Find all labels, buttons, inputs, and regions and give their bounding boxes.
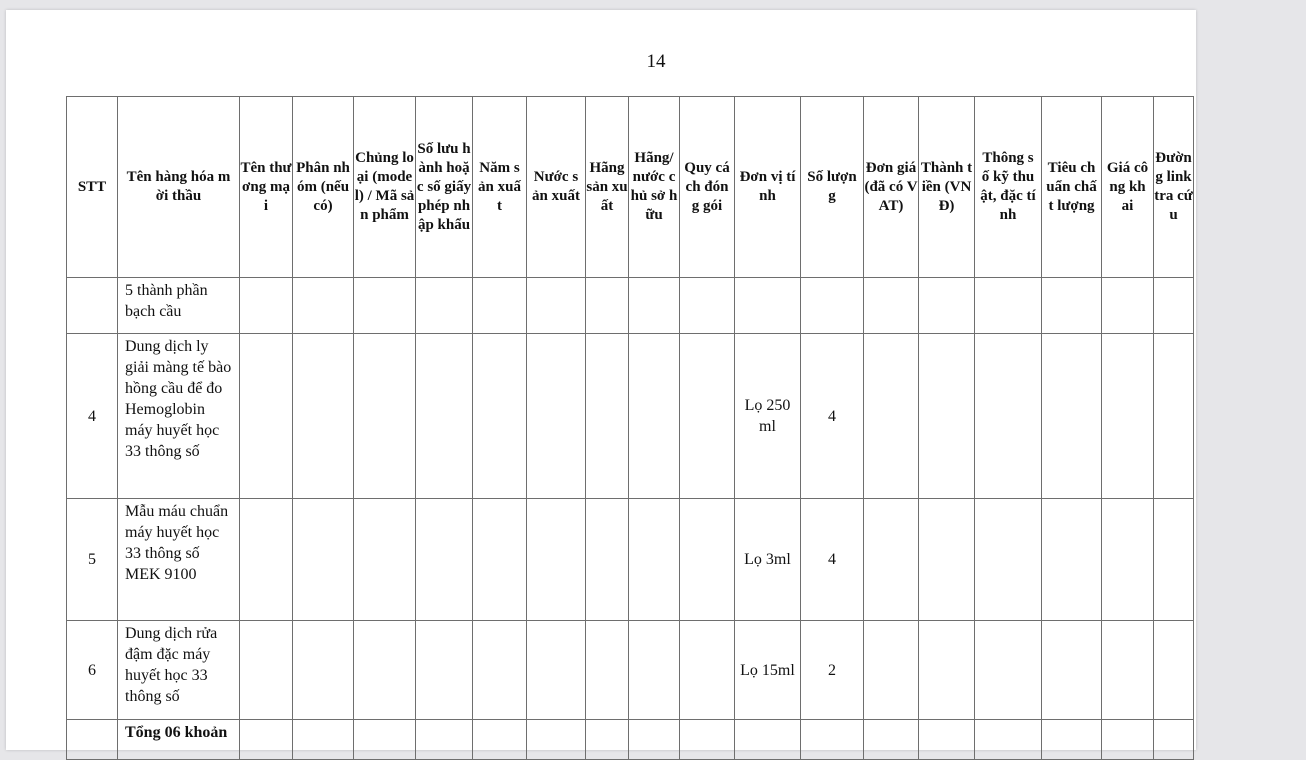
cell-stt bbox=[67, 278, 118, 334]
cell-quantity: 4 bbox=[801, 334, 864, 499]
header-model: Chủng loại (model) / Mã sản phẩm bbox=[354, 97, 416, 278]
total-label: Tổng 06 khoản bbox=[118, 720, 240, 760]
cell-unit: Lọ 15ml bbox=[735, 621, 801, 720]
cell-item-name: Mẫu máu chuẩn máy huyết học 33 thông số MEK 9100 bbox=[118, 499, 240, 621]
table-row bbox=[67, 278, 1194, 334]
table-row bbox=[67, 334, 1194, 499]
header-group: Phân nhóm (nếu có) bbox=[293, 97, 354, 278]
page-number: 14 bbox=[646, 51, 666, 72]
cell-unit: Lọ 3ml bbox=[735, 499, 801, 621]
total-row bbox=[67, 720, 1194, 760]
cell-quantity bbox=[801, 278, 864, 334]
cell-quantity: 2 bbox=[801, 621, 864, 720]
cell-quantity: 4 bbox=[801, 499, 864, 621]
table-row bbox=[67, 621, 1194, 720]
document-page bbox=[6, 10, 1196, 750]
header-unit: Đơn vị tính bbox=[735, 97, 801, 278]
cell-unit: Lọ 250 ml bbox=[735, 334, 801, 499]
cell-item-name: 5 thành phần bạch cầu bbox=[118, 278, 240, 334]
cell-item-name: Dung dịch rửa đậm đặc máy huyết học 33 thông số bbox=[118, 621, 240, 720]
header-trade-name: Tên thương mại bbox=[240, 97, 293, 278]
header-quantity: Số lượng bbox=[801, 97, 864, 278]
header-specs: Thông số kỹ thuật, đặc tính bbox=[975, 97, 1042, 278]
header-packaging: Quy cách đóng gói bbox=[680, 97, 735, 278]
table-row bbox=[67, 499, 1194, 621]
header-item-name: Tên hàng hóa mời thầu bbox=[118, 97, 240, 278]
header-unit-price: Đơn giá (đã có VAT) bbox=[864, 97, 919, 278]
cell-stt: 5 bbox=[67, 499, 118, 621]
cell-item-name: Dung dịch ly giải màng tế bào hồng cầu để đo Hemoglobin máy huyết học 33 thông số bbox=[118, 334, 240, 499]
header-country: Nước sản xuất bbox=[527, 97, 586, 278]
header-year: Năm sản xuất bbox=[473, 97, 527, 278]
header-row bbox=[67, 97, 1194, 278]
cell-stt: 4 bbox=[67, 334, 118, 499]
header-manufacturer: Hãng sản xuất bbox=[586, 97, 629, 278]
header-license-number: Số lưu hành hoặc số giấy phép nhập khẩu bbox=[416, 97, 473, 278]
cell-stt: 6 bbox=[67, 621, 118, 720]
header-lookup-link: Đường link tra cứu bbox=[1154, 97, 1194, 278]
header-standard: Tiêu chuẩn chất lượng bbox=[1042, 97, 1102, 278]
cell-unit bbox=[735, 278, 801, 334]
bid-items-table bbox=[66, 96, 1194, 760]
header-stt: STT bbox=[67, 97, 118, 278]
header-owner: Hãng/ nước chủ sở hữu bbox=[629, 97, 680, 278]
header-public-price: Giá công khai bbox=[1102, 97, 1154, 278]
header-amount: Thành tiền (VNĐ) bbox=[919, 97, 975, 278]
